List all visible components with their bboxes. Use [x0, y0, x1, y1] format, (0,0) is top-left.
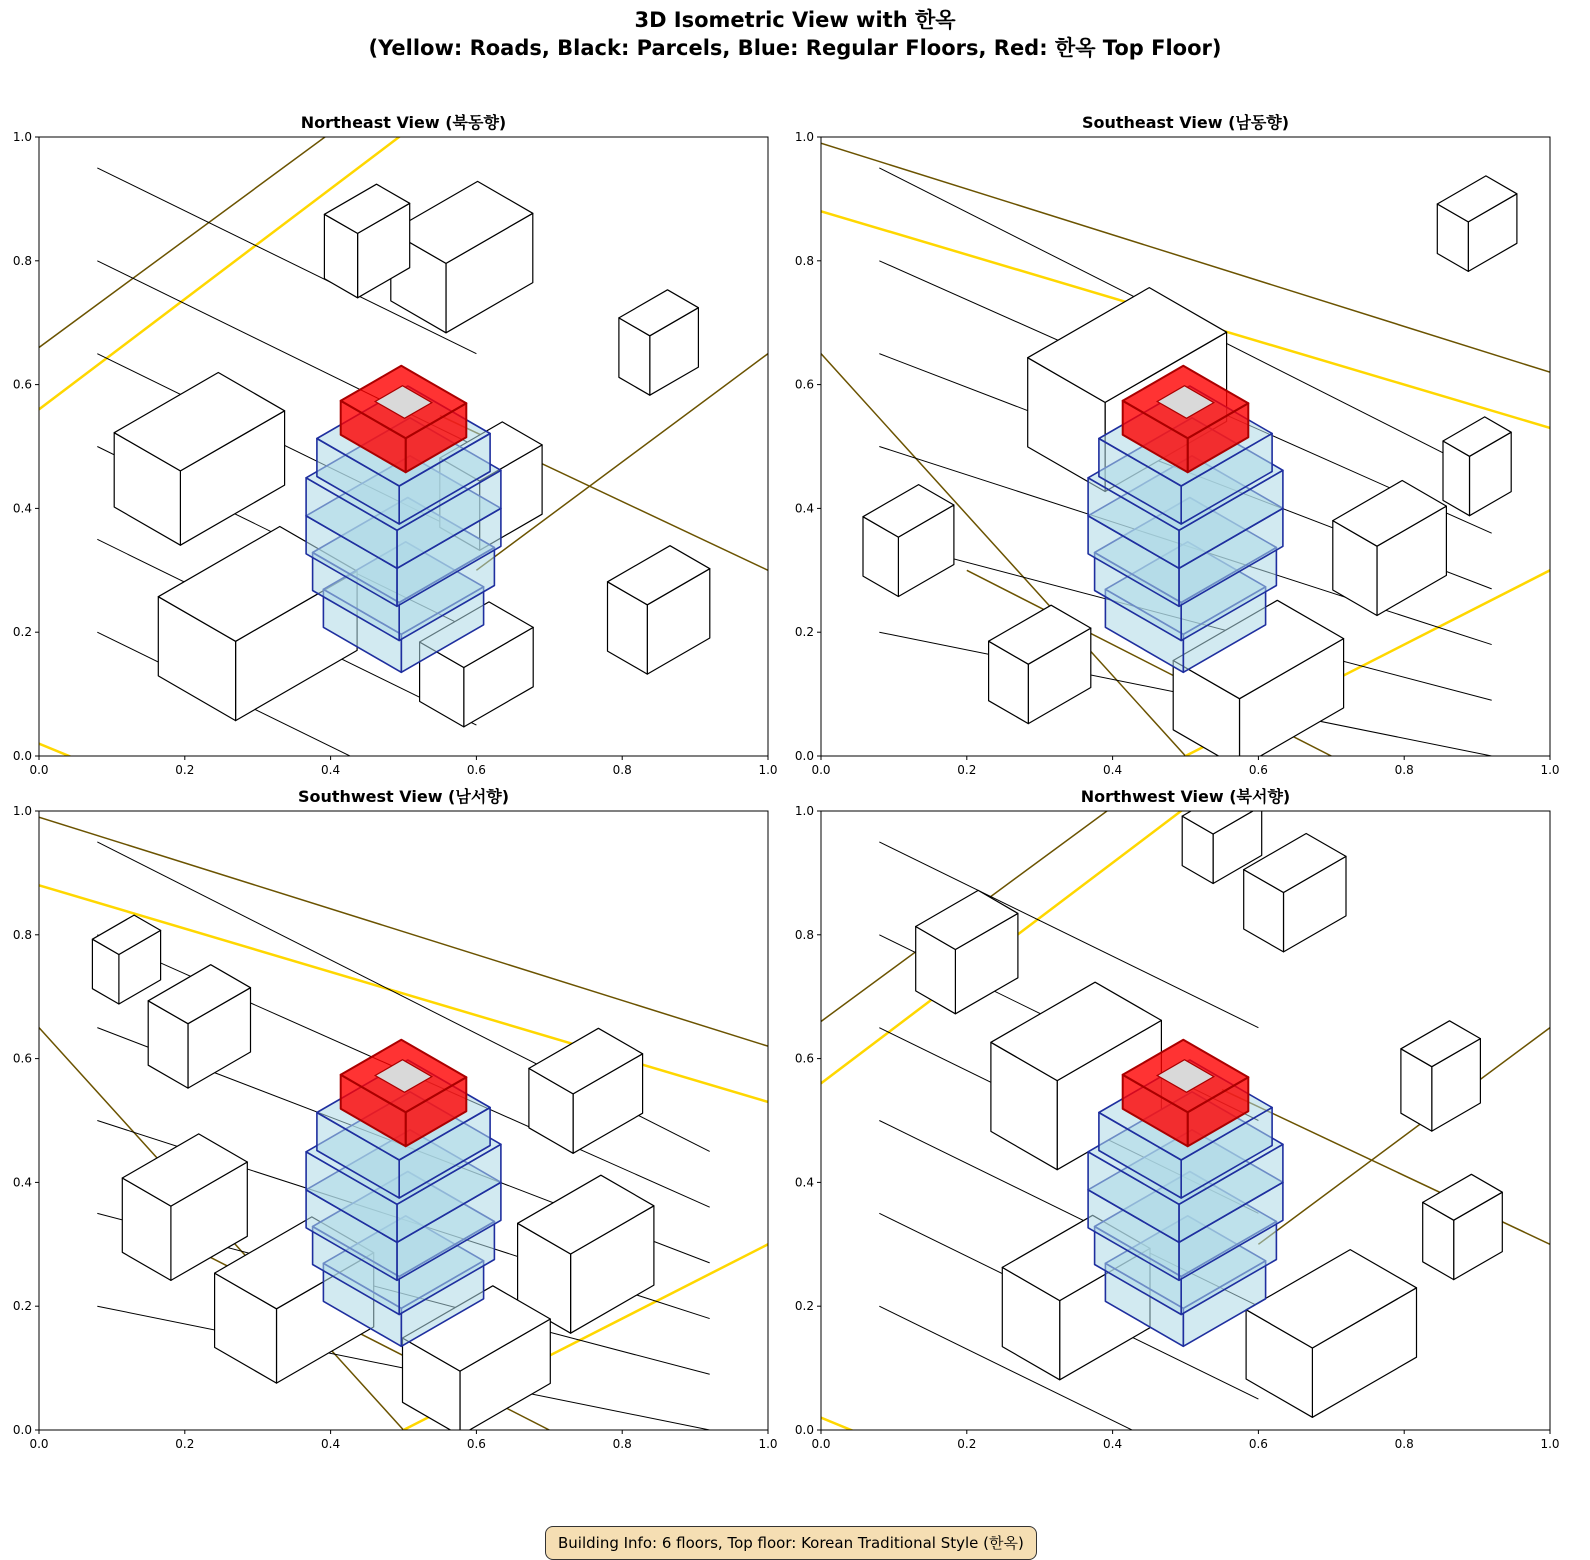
- y-tick-label: 0.2: [794, 1299, 814, 1314]
- x-tick-label: 0.8: [612, 763, 632, 777]
- x-tick-label: 0.4: [321, 763, 341, 777]
- y-tick-label: 0.4: [12, 501, 32, 516]
- x-tick-label: 1.0: [1540, 1437, 1560, 1451]
- x-tick-label: 0.0: [811, 1437, 831, 1451]
- x-tick-label: 0.8: [1394, 1437, 1414, 1451]
- y-tick-label: 0.6: [794, 377, 814, 392]
- y-tick-label: 1.0: [794, 804, 814, 818]
- panel-1-plot-area: [39, 106, 768, 849]
- x-tick-label: 0.0: [811, 763, 831, 777]
- y-tick-label: 0.0: [794, 749, 814, 763]
- figure-title-line1: 3D Isometric View with 한옥: [634, 8, 956, 32]
- y-tick-label: 0.8: [794, 253, 814, 268]
- y-tick-label: 0.8: [794, 927, 814, 942]
- building-info-box: Building Info: 6 floors, Top floor: Korean Traditional Style (한옥): [545, 1526, 1037, 1560]
- panel-1: [13, 106, 778, 849]
- road-line: [821, 1418, 1076, 1523]
- y-tick-label: 0.0: [12, 749, 32, 763]
- x-tick-label: 0.6: [1248, 763, 1268, 777]
- x-tick-label: 0.6: [466, 1437, 486, 1451]
- y-tick-label: 0.8: [12, 927, 32, 942]
- x-tick-label: 0.2: [175, 763, 195, 777]
- panel-2-title: Southeast View (남동향): [1081, 113, 1290, 132]
- x-tick-label: 0.4: [321, 1437, 341, 1451]
- y-tick-label: 0.6: [794, 1051, 814, 1066]
- x-tick-label: 1.0: [1540, 763, 1560, 777]
- panel-2-plot-area: [821, 137, 1550, 768]
- y-tick-label: 0.4: [794, 501, 814, 516]
- y-tick-label: 0.2: [12, 1299, 32, 1314]
- panel-4-plot-area: [821, 780, 1550, 1523]
- panel-2: [795, 113, 1560, 777]
- x-tick-label: 0.2: [175, 1437, 195, 1451]
- panel-4-title: Northwest View (북서향): [1080, 787, 1291, 806]
- y-tick-label: 0.0: [794, 1423, 814, 1437]
- panel-3-plot-area: [39, 811, 768, 1436]
- panel-3: [13, 787, 778, 1451]
- x-tick-label: 0.2: [957, 1437, 977, 1451]
- y-tick-label: 1.0: [12, 130, 32, 144]
- x-tick-label: 0.6: [466, 763, 486, 777]
- y-tick-label: 0.0: [12, 1423, 32, 1437]
- x-tick-label: 0.4: [1103, 763, 1123, 777]
- x-tick-label: 0.6: [1248, 1437, 1268, 1451]
- y-tick-label: 0.2: [12, 625, 32, 640]
- panel-3-title: Southwest View (남서향): [297, 787, 510, 806]
- x-tick-label: 0.0: [29, 763, 49, 777]
- y-tick-label: 0.8: [12, 253, 32, 268]
- figure-title-line2: (Yellow: Roads, Black: Parcels, Blue: Regular Floors, Red: 한옥 Top Floor): [368, 36, 1222, 60]
- x-tick-label: 1.0: [758, 1437, 778, 1451]
- y-tick-label: 0.2: [794, 625, 814, 640]
- y-tick-label: 0.4: [794, 1175, 814, 1190]
- y-tick-label: 0.6: [12, 377, 32, 392]
- y-tick-label: 1.0: [794, 130, 814, 144]
- y-tick-label: 0.6: [12, 1051, 32, 1066]
- x-tick-label: 0.8: [612, 1437, 632, 1451]
- x-tick-label: 0.8: [1394, 763, 1414, 777]
- x-tick-label: 0.0: [29, 1437, 49, 1451]
- x-tick-label: 1.0: [758, 763, 778, 777]
- x-tick-label: 0.2: [957, 763, 977, 777]
- x-tick-label: 0.4: [1103, 1437, 1123, 1451]
- y-tick-label: 0.4: [12, 1175, 32, 1190]
- y-tick-label: 1.0: [12, 804, 32, 818]
- panel-1-title: Northeast View (북동향): [300, 113, 507, 132]
- panel-4: [795, 780, 1560, 1523]
